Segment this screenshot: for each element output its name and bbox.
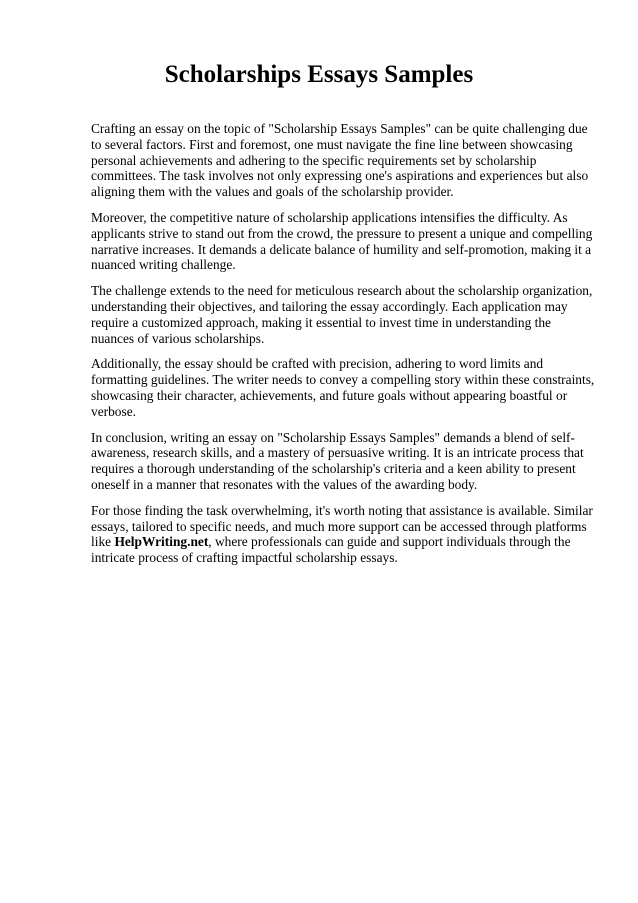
helpwriting-link[interactable]: HelpWriting.net bbox=[114, 534, 209, 550]
paragraph-conclusion: In conclusion, writing an essay on "Scholarship Essays Samples" demands a blend of self-awareness, research skills, and a mastery of persuasive writing. It is an intricate process that requires a thorough understanding of the scholarship's criteria and a keen ability to present oneself in a manner that resonates with the values of the awarding body. bbox=[91, 429, 584, 492]
paragraph-competition: Moreover, the competitive nature of scholarship applications intensifies the difficulty. As applicants strive to stand out from the crowd, the pressure to present a unique and compelling narrative increases. It demands a delicate balance of humility and self-promotion, making it a nuanced writing challenge. bbox=[91, 209, 593, 273]
paragraph-intro: Crafting an essay on the topic of "Scholarship Essays Samples" can be quite challenging due to several factors. First and foremost, one must navigate the fine line between showcasing personal achievements and adhering to the specific requirements set by scholarship committees. The task involves not only expressing one's aspirations and experiences but also aligning them with the values and goals of the scholarship provider. bbox=[91, 121, 589, 200]
paragraph-assistance bbox=[91, 503, 597, 566]
paragraph-research: The challenge extends to the need for meticulous research about the scholarship organization, understanding their objectives, and tailoring the essay accordingly. Each application may require a customized approach, making it essential to invest time in understanding the nuances of various scholarships. bbox=[91, 283, 593, 346]
page-title: Scholarships Essays Samples bbox=[164, 61, 474, 88]
document-body bbox=[91, 121, 597, 576]
assistance-text-after: , where professionals can guide and support individuals through the intricate process of crafting impactful scholarship essays. bbox=[91, 534, 571, 566]
paragraph-precision: Additionally, the essay should be crafted with precision, adhering to word limits and formatting guidelines. The writer needs to convey a compelling story within these constraints, showcasing their character, achievements, and future goals without appearing boastful or verbose. bbox=[91, 356, 595, 419]
assistance-text-before: For those finding the task overwhelming, it's worth noting that assistance is available. Similar essays, tailored to specific needs, and much more support can be accessed through platforms like bbox=[91, 502, 593, 550]
